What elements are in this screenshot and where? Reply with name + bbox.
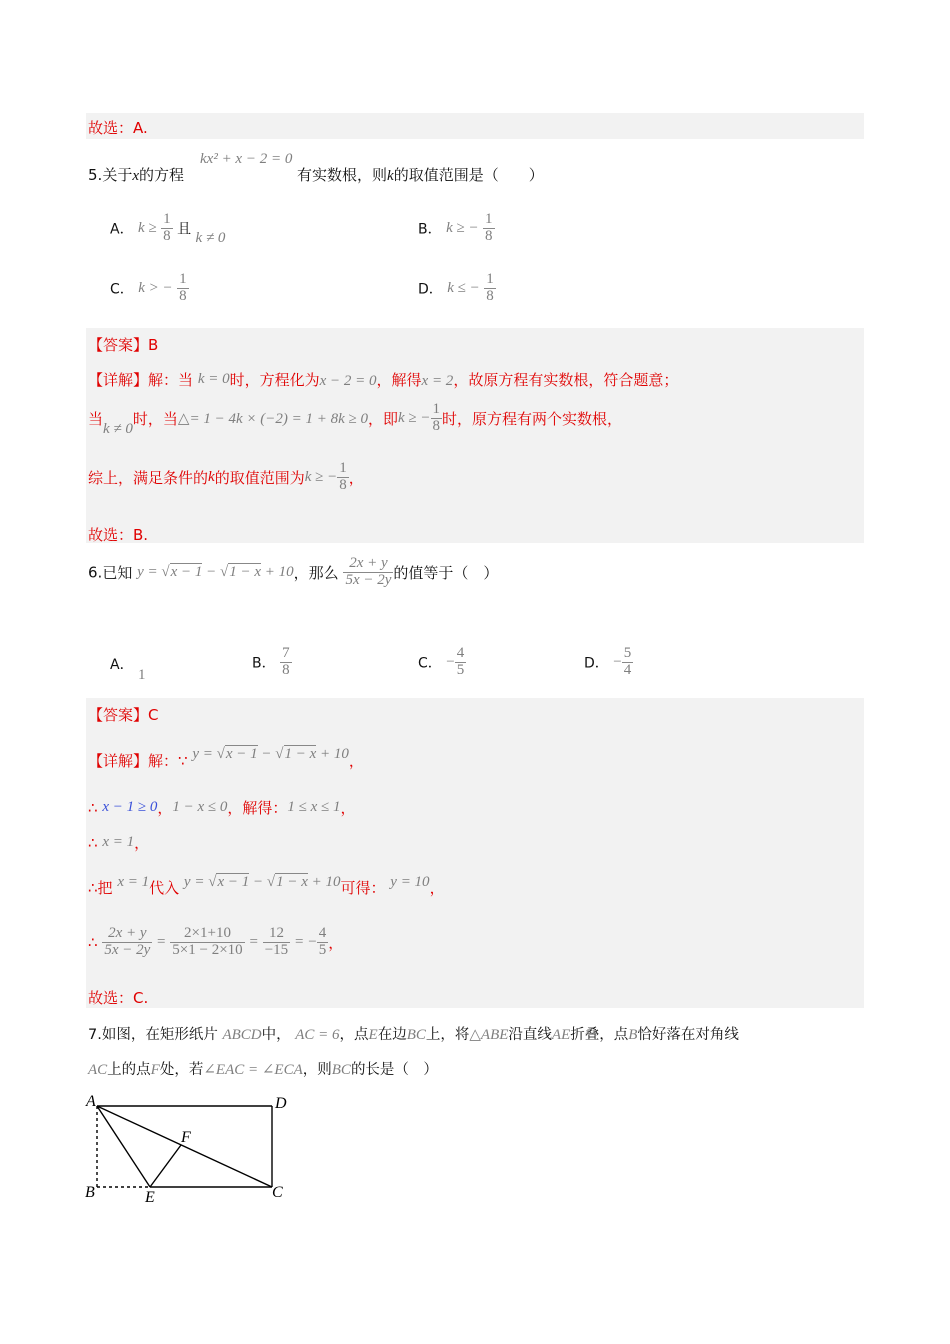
q6-option-b-fraction: $\frac{7}{8}$ [282,645,290,678]
q5-line2-fraction: $\frac{1}{8}$ [432,401,441,434]
q5-option-c[interactable]: C． k > − $\frac{1}{8}$ [110,271,187,304]
q6-stem: 6.已知 y = √x − 1 − √1 − x + 10，那么 $\frac{2x + y}{5x - 2y}$ 的值等于（ ） [88,555,499,588]
q5-option-c-fraction: $\frac{1}{8}$ [179,271,187,304]
q5-stem-end: 有实数根，则k的取值范围是（ ） [297,166,544,184]
q7-label-d: D [275,1095,287,1112]
q6-solution-box [86,698,864,1008]
q5-number: 5. [88,166,103,184]
q5-stem: 5.关于x的方程 [88,166,185,184]
q6-option-c-fraction: $\frac{4}{5}$ [456,645,465,678]
q4-solution-box [86,113,864,139]
q6-equation: y = √x − 1 − √1 − x + 10 [137,563,294,580]
q7-label-f: F [181,1129,191,1146]
q5-option-b[interactable]: B． k ≥ − $\frac{1}{8}$ [418,211,493,244]
q5-detail-line1: 【详解】解：当 k = 0时，方程化为x − 2 = 0，解得x = 2，故原方程有实数根，符合题意； [88,371,679,389]
q6-detail-line4: ∴把 x = 1代入 y = √x − 1 − √1 − x + 10可得： y = 10， [88,874,445,897]
q6-option-d[interactable]: D． − $\frac{5}{4}$ [584,645,632,678]
q6-option-a[interactable]: A． 1 [110,657,146,683]
q7-stem-line2: AC上的点F处，若∠EAC = ∠ECA，则BC的长是（ ） [88,1062,438,1078]
q6-conclusion: 故选：C. [88,989,149,1007]
q6-line5-fraction4: $\frac{4}{5}$ [318,925,327,958]
q5-detail-line2: 当k ≠ 0时，当△= 1 − 4k × (−2) = 1 + 8k ≥ 0，即k ≥ − $\frac{1}{8}$ 时，原方程有两个实数根， [88,401,623,437]
q6-line5-fraction1: $\frac{2x + y}{5x - 2y}$ [104,925,151,958]
q7-label-a: A [86,1093,96,1110]
q6-option-c[interactable]: C． − $\frac{4}{5}$ [418,645,465,678]
q5-detail-line3: 综上，满足条件的k的取值范围为k ≥ − $\frac{1}{8}$ ， [88,460,364,493]
q6-detail-line5: ∴ $\frac{2x + y}{5x - 2y}$ = $\frac{2\times 1+10}{5\times 1 - 2\times 10}$ = $\frac{12}{-15}$ = − $\frac{4}{5}$ ， [88,925,344,958]
q5-option-b-fraction: $\frac{1}{8}$ [485,211,493,244]
q5-option-a-fraction: $\frac{1}{8}$ [163,211,171,244]
q6-line5-fraction2: $\frac{2\times 1+10}{5\times 1 - 2\times 10}$ [172,925,243,958]
q7-label-e: E [145,1189,155,1206]
q5-line3-fraction: $\frac{1}{8}$ [339,460,347,493]
q5-solution-box [86,328,864,543]
q5-conclusion: 故选：B. [88,526,149,544]
q6-stem-fraction: $\frac{2x + y}{5x - 2y}$ [345,555,392,588]
q6-line4-equation: y = √x − 1 − √1 − x + 10 [183,874,341,890]
q5-option-d[interactable]: D． k ≤ − $\frac{1}{8}$ [418,271,494,304]
q5-equation: kx² + x − 2 = 0 [200,151,293,167]
q5-option-d-fraction: $\frac{1}{8}$ [486,271,494,304]
q7-stem-line1: 7.如图，在矩形纸片 ABCD中， AC = 6，点E在边BC上，将△ABE沿直线AE折叠，点B恰好落在对角线 [88,1027,739,1043]
q6-option-d-fraction: $\frac{5}{4}$ [623,645,632,678]
q7-number: 7. [88,1027,102,1043]
q7-label-b: B [85,1184,95,1201]
q6-line1-equation: y = √x − 1 − √1 − x + 10 [192,746,349,762]
q7-segment-ef [150,1145,181,1187]
q4-conclusion: 故选：A. [88,119,148,137]
q6-detail-line2: ∴ x − 1 ≥ 0，1 − x ≤ 0，解得：1 ≤ x ≤ 1， [88,799,356,817]
q5-option-a[interactable]: A． k ≥ $\frac{1}{8}$ 且 k ≠ 0 [110,211,226,247]
q6-detail-line3: ∴ x = 1， [88,834,150,852]
q6-answer: 【答案】C [88,706,159,724]
q6-option-b[interactable]: B． $\frac{7}{8}$ [252,645,290,678]
q6-line5-fraction3: $\frac{12}{-15}$ [264,925,289,958]
q7-figure [80,1088,300,1210]
q6-detail-line1: 【详解】解：∵ y = √x − 1 − √1 − x + 10， [88,746,364,770]
q6-number: 6. [88,563,103,582]
q5-answer: 【答案】B [88,336,159,354]
q7-label-c: C [272,1184,283,1201]
